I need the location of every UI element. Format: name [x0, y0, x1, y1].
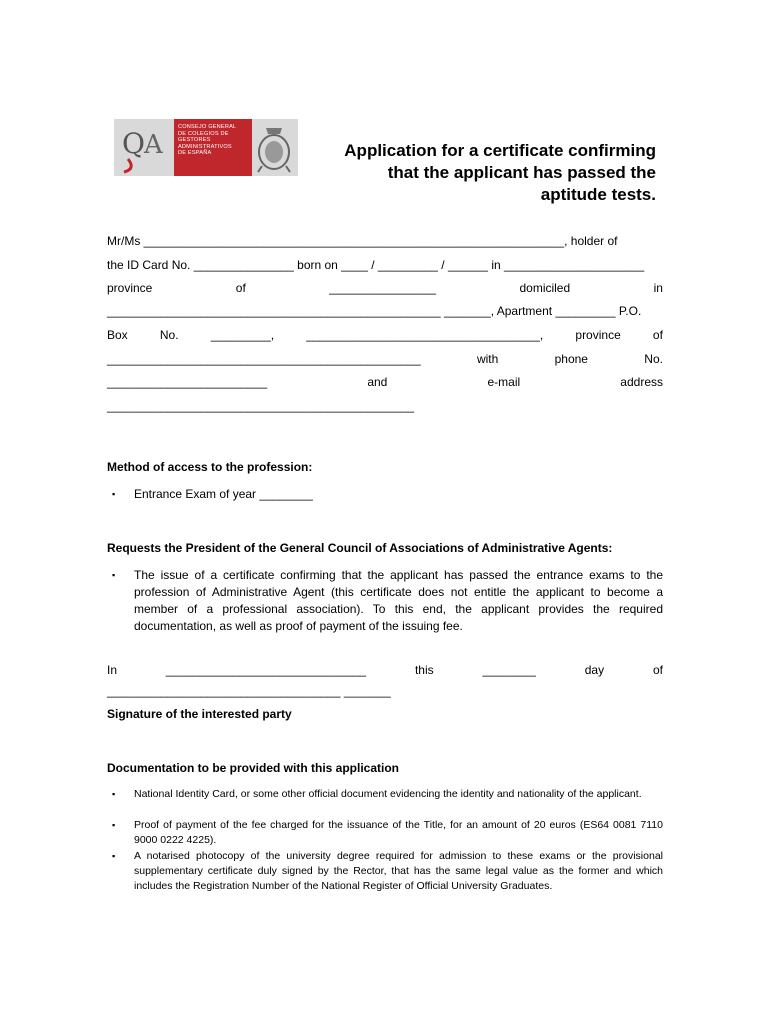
form-text: day: [584, 663, 605, 677]
form-text: province: [107, 281, 153, 295]
form-line-id-card: the ID Card No. _______________ born on ____ / _________ / ______ in _____________________: [107, 258, 645, 272]
qa-logo-icon: [114, 119, 174, 176]
form-blank: _________,: [210, 328, 275, 342]
method-heading: Method of access to the profession:: [107, 460, 313, 474]
form-line-province: [107, 280, 663, 296]
form-text: address: [620, 375, 663, 389]
form-text: province: [575, 328, 621, 342]
logo: [114, 119, 298, 176]
form-text: e-mail: [487, 375, 521, 389]
form-blank: ______________________________: [165, 663, 367, 677]
bullet-icon: ▪: [112, 851, 116, 861]
place-date-blank: ___________________________________ _______: [107, 684, 391, 698]
form-text: domiciled: [519, 281, 571, 295]
form-text: of: [235, 281, 246, 295]
form-text: No.: [159, 328, 179, 342]
documentation-item: Proof of payment of the fee charged for the issuance of the Title, for an amount of 20 euros (ES64 0081 7110 9000 0222 4225).: [134, 819, 663, 846]
documentation-item: National Identity Card, or some other official document evidencing the identity and nationality of the applicant.: [134, 788, 642, 800]
documentation-heading: Documentation to be provided with this application: [107, 761, 400, 775]
form-text: and: [367, 375, 388, 389]
form-text: phone: [554, 352, 588, 366]
form-line-phone: [107, 351, 663, 367]
svg-text:A: A: [144, 130, 163, 160]
form-text: in: [653, 281, 663, 295]
form-text: No.: [644, 352, 663, 366]
bullet-icon: ▪: [112, 570, 116, 580]
form-line-name: Mr/Ms _______________________________________________________________, holder of: [107, 234, 618, 248]
requests-item: The issue of a certificate confirming that the applicant has passed the entrance exams to the profession of Administrative Agent (this certificate does not entitle the applicant to become a member of a professional association). To this end, the applicant provides the required documentation, as well as proof of payment of the issuing fee.: [134, 568, 663, 633]
coat-of-arms-icon: [254, 122, 294, 174]
method-item: Entrance Exam of year ________: [134, 487, 313, 501]
form-line-address: __________________________________________________ _______, Apartment _________ P.O.: [107, 304, 642, 318]
bullet-icon: ▪: [112, 489, 116, 499]
form-text: this: [414, 663, 434, 677]
form-blank: ________________: [329, 281, 437, 295]
form-blank: ___________________________________,: [306, 328, 544, 342]
place-date-line: [107, 662, 663, 678]
form-blank: _______________________________________________: [107, 352, 421, 366]
form-line-email: [107, 374, 663, 390]
form-line-email-blank: ______________________________________________: [107, 399, 414, 413]
form-text: In: [107, 663, 118, 677]
bullet-icon: ▪: [112, 820, 116, 830]
requests-heading: Requests the President of the General Council of Associations of Administrative Agents:: [107, 541, 613, 555]
form-blank: ________________________: [107, 375, 268, 389]
form-line-box: [107, 327, 663, 343]
form-text: of: [652, 663, 663, 677]
signature-label: Signature of the interested party: [107, 707, 292, 721]
form-text: Box: [107, 328, 128, 342]
form-text: of: [652, 328, 663, 342]
form-blank: ________: [482, 663, 536, 677]
form-text: with: [476, 352, 499, 366]
logo-text-block: CONSEJO GENERAL DE COLEGIOS DE GESTORES ADMINISTRATIVOS DE ESPAÑA: [174, 119, 252, 176]
bullet-icon: ▪: [112, 789, 116, 799]
documentation-item: A notarised photocopy of the university degree required for admission to these exams or the provisional supplementary certificate duly signed by the Rector, that has the same legal value as the former and which includes the Registration Number of the National Register of Official University Graduates.: [134, 850, 663, 892]
svg-text:Q: Q: [122, 127, 145, 160]
document-title: Application for a certificate confirming that the applicant has passed the aptitude tests.: [344, 141, 656, 204]
